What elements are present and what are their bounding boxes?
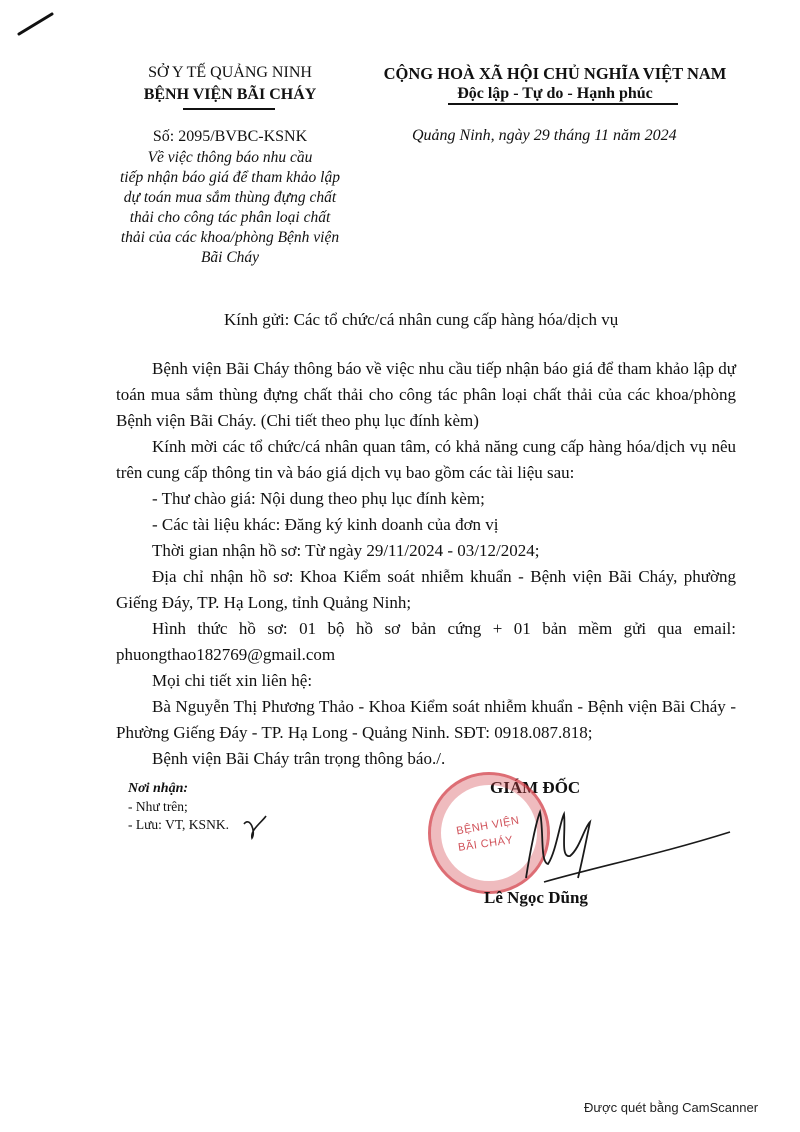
motto-underline bbox=[448, 103, 678, 105]
document-date: Quảng Ninh, ngày 29 tháng 11 năm 2024 bbox=[412, 127, 677, 144]
scanner-footer: Được quét bằng CamScanner bbox=[584, 1100, 759, 1115]
receipt-address: Địa chỉ nhận hồ sơ: Khoa Kiểm soát nhiễm khuẩn - Bệnh viện Bãi Cháy, phường Giếng Đáy, TP. Hạ Long, tỉnh Quảng Ninh; bbox=[116, 567, 736, 612]
document-subject bbox=[100, 148, 360, 268]
recipients-title: Nơi nhận: bbox=[128, 781, 189, 796]
nation-motto: Độc lập - Tự do - Hạnh phúc bbox=[457, 85, 653, 102]
subject-line: Về việc thông báo nhu cầu bbox=[147, 149, 313, 166]
signer-title: GIÁM ĐỐC bbox=[490, 778, 581, 797]
pen-mark bbox=[16, 8, 56, 38]
recipient-item: - Lưu: VT, KSNK. bbox=[128, 817, 229, 832]
document-list-item: - Các tài liệu khác: Đăng ký kinh doanh của đơn vị bbox=[152, 515, 499, 534]
subject-line: dự toán mua sắm thùng đựng chất bbox=[123, 189, 337, 206]
closing-line: Bệnh viện Bãi Cháy trân trọng thông báo./. bbox=[152, 749, 446, 768]
subject-line: tiếp nhận báo giá để tham khảo lập bbox=[120, 169, 340, 186]
recipient-item: - Như trên; bbox=[128, 799, 188, 814]
stamp-text-line2: BÃI CHÁY bbox=[457, 834, 514, 854]
contact-intro: Mọi chi tiết xin liên hệ: bbox=[152, 671, 313, 690]
nation-title: CỘNG HOÀ XÃ HỘI CHỦ NGHĨA VIỆT NAM bbox=[383, 64, 727, 83]
recipients-block bbox=[128, 780, 328, 834]
initials-mark bbox=[240, 812, 270, 842]
hospital-name: BỆNH VIỆN BÃI CHÁY bbox=[143, 86, 317, 103]
handwritten-signature bbox=[500, 792, 740, 902]
subject-line: Bãi Cháy bbox=[200, 249, 260, 266]
agency-name: SỞ Y TẾ QUẢNG NINH bbox=[148, 64, 312, 81]
subject-line: thải của các khoa/phòng Bệnh viện bbox=[120, 229, 340, 246]
document-number: Số: 2095/BVBC-KSNK bbox=[152, 128, 308, 145]
contact-details: Bà Nguyễn Thị Phương Thảo - Khoa Kiểm soát nhiễm khuẩn - Bệnh viện Bãi Cháy - Phường Giếng Đáy - TP. Hạ Long - Quảng Ninh. SĐT: 0918.087.818; bbox=[116, 697, 736, 742]
document-body bbox=[116, 356, 736, 772]
submission-form: Hình thức hồ sơ: 01 bộ hồ sơ bản cứng + 01 bản mềm gửi qua email: bbox=[152, 619, 736, 638]
hospital-underline bbox=[183, 108, 275, 110]
stamp-text-line1: BỆNH VIỆN bbox=[455, 814, 521, 838]
salutation: Kính gửi: Các tổ chức/cá nhân cung cấp hàng hóa/dịch vụ bbox=[224, 310, 619, 329]
receipt-time: Thời gian nhận hồ sơ: Từ ngày 29/11/2024 - 03/12/2024; bbox=[152, 541, 540, 560]
body-paragraph-intro: Bệnh viện Bãi Cháy thông báo về việc nhu cầu tiếp nhận báo giá để tham khảo lập dự toán mua sắm thùng đựng chất thải cho công tác phân loại chất thải của các khoa/phòng Bệnh viện Bãi Cháy. (Chi tiết theo phụ lục đính kèm) bbox=[116, 359, 736, 430]
signer-name: Lê Ngọc Dũng bbox=[484, 888, 588, 907]
document-list-item: - Thư chào giá: Nội dung theo phụ lục đính kèm; bbox=[152, 489, 485, 508]
subject-line: thải cho công tác phân loại chất bbox=[129, 209, 331, 226]
body-paragraph-invite: Kính mời các tổ chức/cá nhân quan tâm, có khả năng cung cấp hàng hóa/dịch vụ nêu trên cung cấp thông tin và báo giá dịch vụ bao gồm các tài liệu sau: bbox=[116, 437, 736, 482]
contact-email: phuongthao182769@gmail.com bbox=[116, 645, 336, 664]
